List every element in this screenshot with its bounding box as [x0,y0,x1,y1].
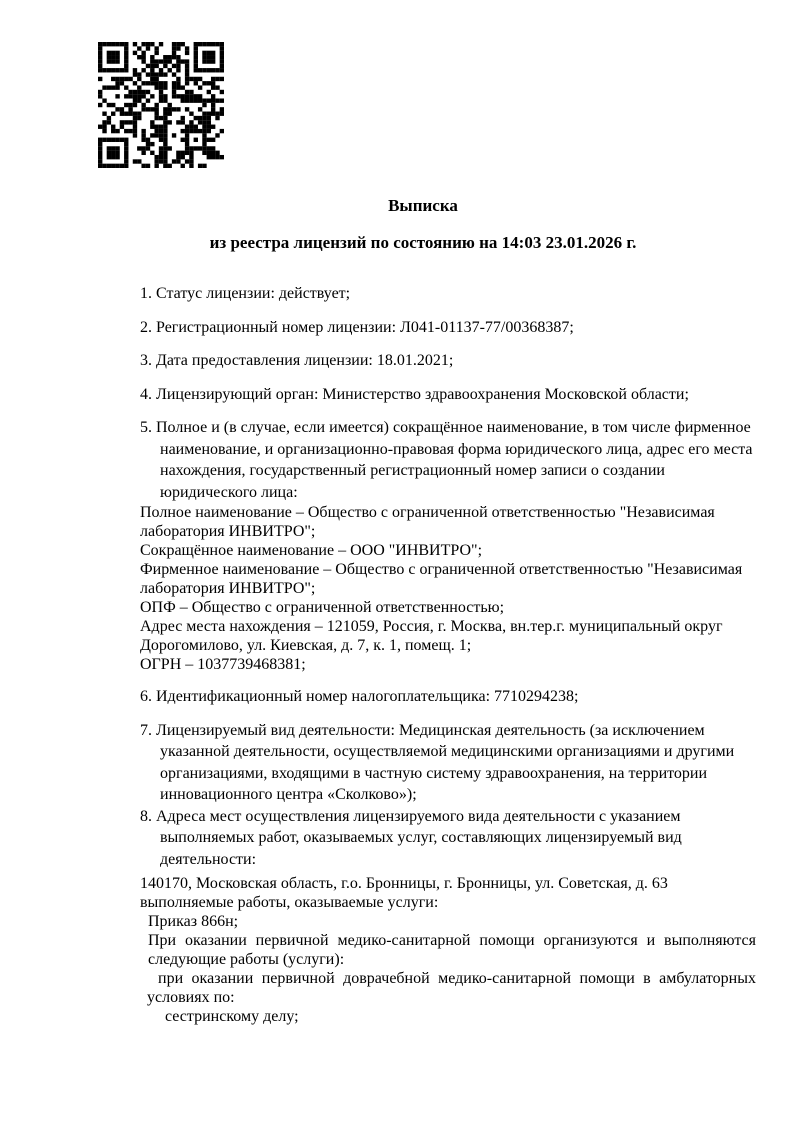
org-section-heading: 5. Полное и (в случае, если имеется) сокращённое наименование, в том числе фирменное наименование, и организационно-правовая форма юридического лица, адрес его места нахождения, государственный регистрационный номер записи о создании юридического лица: [140,419,753,501]
document-body [140,283,756,1026]
license-issue-date: 3. Дата предоставления лицензии: 18.01.2021; [140,352,454,369]
org-full-name: Полное наименование – Общество с ограниченной ответственностью "Независимая лаборатория ИНВИТРО"; [140,504,715,540]
prehospital-care-paragraph: при оказании первичной доврачебной медико-санитарной помощи в амбулаторных условиях по: [147,970,756,1006]
license-authority: 4. Лицензирующий орган: Министерство здравоохранения Московской области; [140,385,689,403]
license-reg-number: 2. Регистрационный номер лицензии: Л041-01137-77/00368387; [140,318,574,336]
order-reference: Приказ 866н; [148,913,239,930]
org-details [140,503,756,674]
qr-code-icon [98,42,224,168]
addresses-heading: 8. Адреса мест осуществления лицензируемого вида деятельности с указанием выполняемых работ, оказываемых услуг, составляющих лицензируемый вид деятельности: [140,807,682,868]
works-label: выполняемые работы, оказываемые услуги: [140,894,439,911]
document-header [140,196,706,253]
org-address: Адрес места нахождения – 121059, Россия, г. Москва, вн.тер.г. муниципальный округ Дорогомилово, ул. Киевская, д. 7, к. 1, помещ. 1; [140,618,723,654]
document-title: Выписка [388,196,458,215]
org-brand-name: Фирменное наименование – Общество с ограниченной ответственностью "Независимая лаборатория ИНВИТРО"; [140,561,743,597]
org-short-name: Сокращённое наименование – ООО "ИНВИТРО"; [140,542,483,559]
address-entry [140,874,756,1026]
license-status: 1. Статус лицензии: действует; [140,285,351,302]
work-address: 140170, Московская область, г.о. Бронницы, г. Бронницы, ул. Советская, д. 63 [140,875,668,892]
document-subtitle: из реестра лицензий по состоянию на 14:03 23.01.2026 г. [209,233,637,252]
license-inn: 6. Идентификационный номер налогоплательщика: 7710294238; [140,688,579,705]
license-activity: 7. Лицензируемый вид деятельности: Медицинская деятельность (за исключением указанной деятельности, осуществляемой медицинскими организациями и другими организациями, входящими в частную систему здравоохранения, на территории инновационного центра «Сколково»); [140,721,735,803]
org-legal-form: ОПФ – Общество с ограниченной ответственностью; [140,599,505,616]
org-ogrn: ОГРН – 1037739468381; [140,656,306,673]
primary-care-paragraph: При оказании первичной медико-санитарной помощи организуются и выполняются следующие работы (услуги): [148,932,756,968]
service-item: сестринскому делу; [165,1008,299,1025]
